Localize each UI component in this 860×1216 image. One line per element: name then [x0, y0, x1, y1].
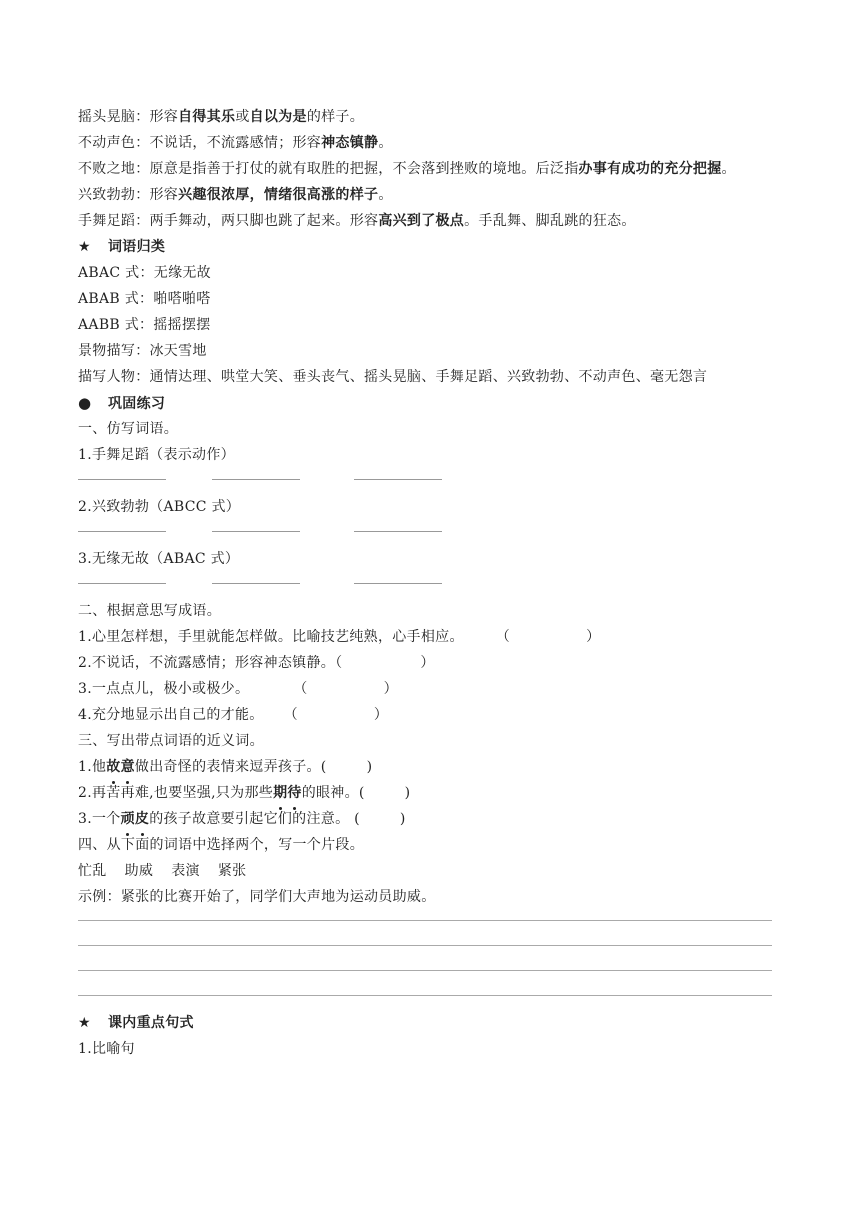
exercise-item: 1.手舞足蹈（表示动作） — [78, 447, 235, 463]
exercise-item: 1.心里怎样想，手里就能怎样做。比喻技艺纯熟，心手相应。 （ ） — [78, 629, 601, 645]
answer-blank[interactable] — [78, 583, 166, 584]
answer-blanks — [78, 572, 772, 598]
definition-line: 摇头晃脑：形容自得其乐或自以为是的样子。 — [78, 109, 365, 125]
answer-blanks — [78, 520, 772, 546]
writing-line[interactable] — [78, 985, 772, 1010]
word-choice: 表演 — [171, 863, 200, 879]
definition-line: 不败之地：原意是指善于打仗的就有取胜的把握，不会落到挫败的境地。后泛指办事有成功的充分把握。 — [78, 161, 736, 177]
classify-item: 景物描写：冰天雪地 — [78, 343, 207, 359]
answer-blank[interactable] — [212, 583, 300, 584]
exercise-item: 3.无缘无故（ABAC 式） — [78, 551, 240, 567]
exercise-item: 1.他故意做出奇怪的表情来逗弄孩子。( ) — [78, 754, 772, 780]
answer-blanks — [78, 468, 772, 494]
section-heading-practice: ● 巩固练习 — [78, 390, 772, 416]
star-icon: ★ — [78, 1015, 91, 1031]
writing-line[interactable] — [78, 935, 772, 960]
answer-blank[interactable] — [78, 479, 166, 480]
section-heading-sentences: ★ 课内重点句式 — [78, 1010, 772, 1036]
answer-blank[interactable] — [78, 531, 166, 532]
exercise-title: 一、仿写词语。 — [78, 421, 179, 437]
dotted-word: 顽皮 — [121, 811, 150, 827]
word-choice: 助威 — [124, 863, 154, 879]
word-choice: 紧张 — [217, 863, 247, 879]
exercise-item: 3.一点点儿，极小或极少。 （ ） — [78, 681, 398, 697]
exercise-item: 2.兴致勃勃（ABCC 式） — [78, 499, 241, 515]
answer-blank[interactable] — [354, 531, 442, 532]
exercise-title: 二、根据意思写成语。 — [78, 603, 221, 619]
star-icon: ★ — [78, 239, 91, 255]
section-heading-classify: ★ 词语归类 — [78, 234, 772, 260]
exercise-item: 3.一个顽皮的孩子故意要引起它们的注意。 ( ) — [78, 806, 772, 832]
bullet-icon: ● — [78, 394, 92, 412]
definition-line: 不动声色：不说话，不流露感情；形容神态镇静。 — [78, 135, 393, 151]
writing-line[interactable] — [78, 960, 772, 985]
exercise-title: 四、从下面的词语中选择两个，写一个片段。 — [78, 837, 364, 853]
classify-item: 描写人物：通情达理、哄堂大笑、垂头丧气、摇头晃脑、手舞足蹈、兴致勃勃、不动声色、毫无怨言 — [78, 369, 708, 385]
answer-blank[interactable] — [212, 531, 300, 532]
writing-line[interactable] — [78, 910, 772, 935]
definition-line: 手舞足蹈：两手舞动，两只脚也跳了起来。形容高兴到了极点。手乱舞、脚乱跳的狂态。 — [78, 213, 636, 229]
answer-blank[interactable] — [354, 583, 442, 584]
dotted-word: 故意 — [106, 759, 135, 775]
answer-blank[interactable] — [212, 479, 300, 480]
exercise-item: 2.再苦再难,也要坚强,只为那些期待的眼神。( ) — [78, 780, 772, 806]
dotted-word: 期待 — [273, 785, 302, 801]
word-choice: 忙乱 — [78, 863, 107, 879]
exercise-item: 4.充分地显示出自己的才能。 （ ） — [78, 707, 389, 723]
example-sentence: 示例：紧张的比赛开始了，同学们大声地为运动员助威。 — [78, 889, 436, 905]
document-page — [78, 104, 772, 1062]
sentence-item: 1.比喻句 — [78, 1041, 135, 1057]
exercise-item: 2.不说话，不流露感情；形容神态镇静。（ ） — [78, 655, 435, 671]
classify-item: ABAB 式：啪嗒啪嗒 — [78, 291, 211, 307]
exercise-title: 三、写出带点词语的近义词。 — [78, 733, 264, 749]
word-choices — [78, 858, 772, 884]
classify-item: ABAC 式：无缘无故 — [78, 265, 211, 281]
definition-line: 兴致勃勃：形容兴趣很浓厚，情绪很高涨的样子。 — [78, 187, 393, 203]
answer-blank[interactable] — [354, 479, 442, 480]
classify-item: AABB 式：摇摇摆摆 — [78, 317, 211, 333]
